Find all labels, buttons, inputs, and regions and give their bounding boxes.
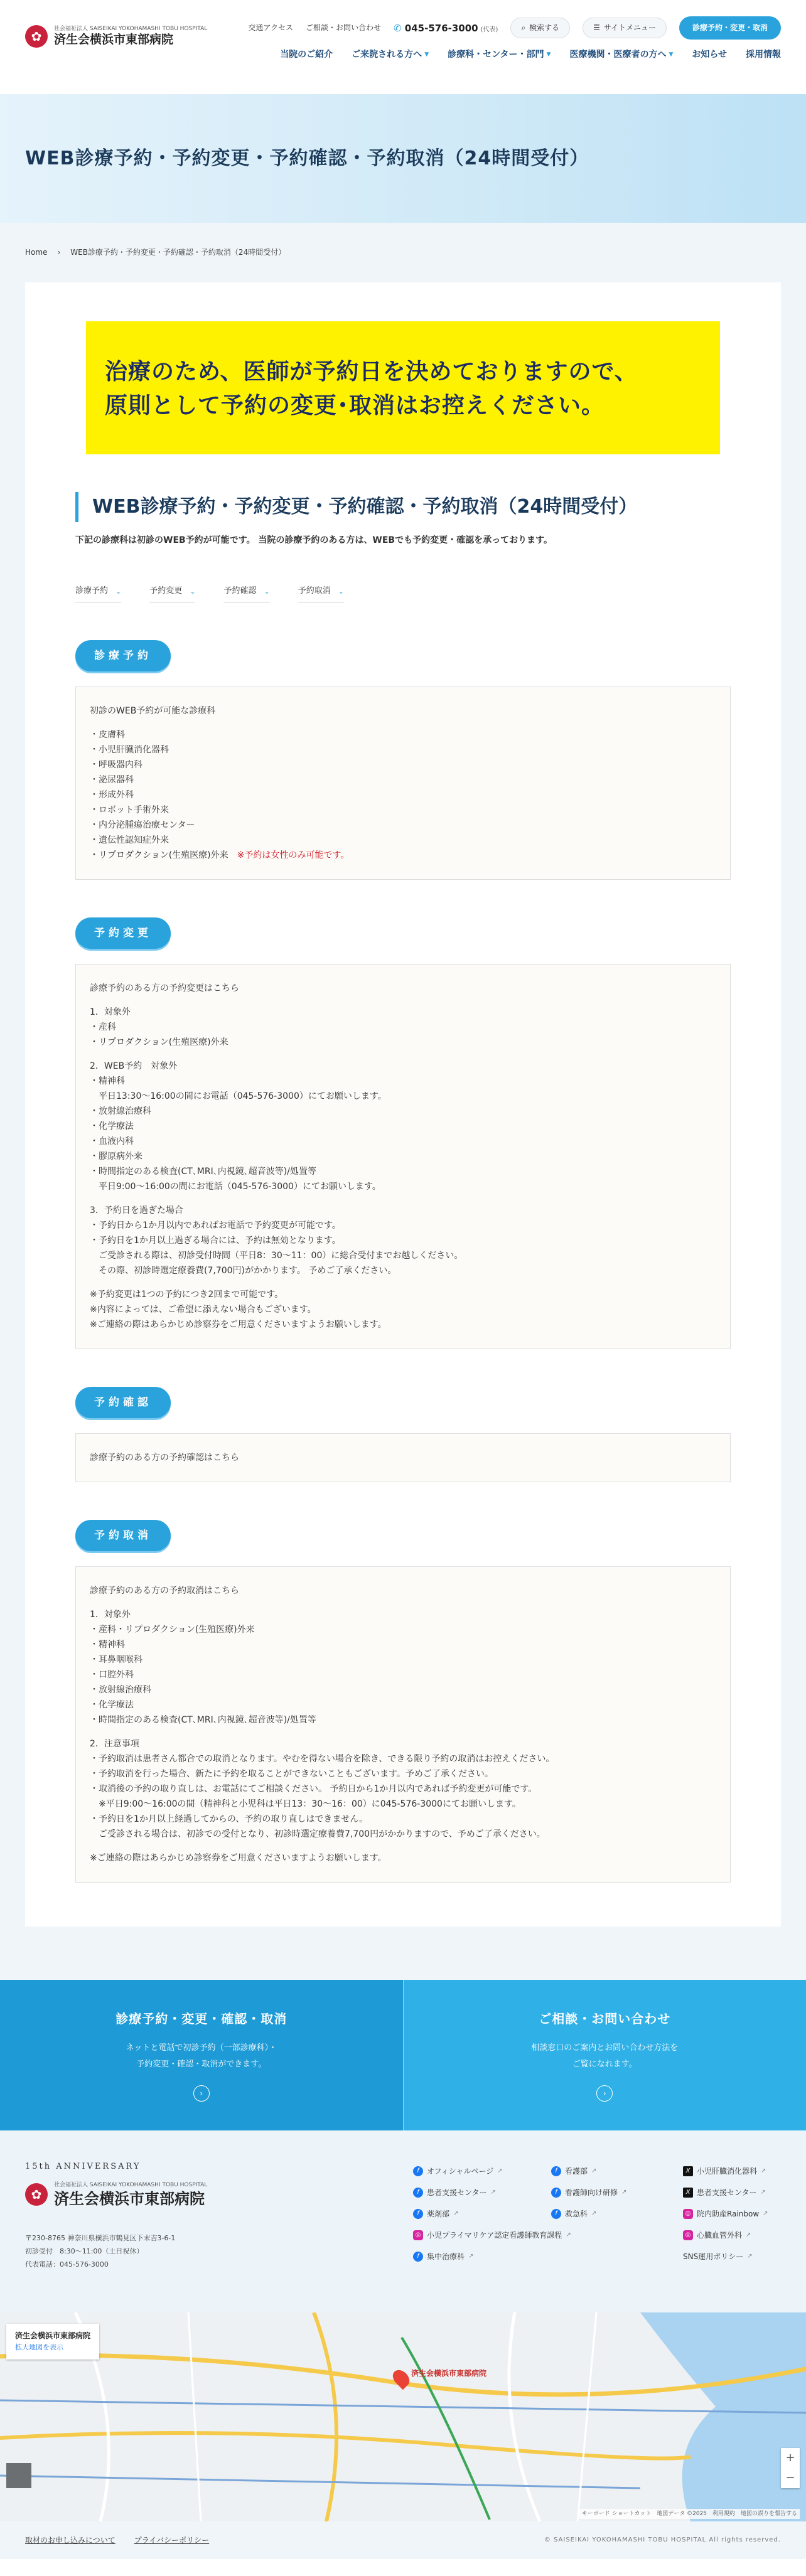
facebook-icon: f [413,2252,423,2262]
map-place-name: 済生会横浜市東部病院 [15,2331,91,2341]
larger-map-link[interactable]: 拡大地図を表示 [15,2343,63,2352]
phone-number[interactable]: ✆ 045-576-3000 (代表) [393,22,498,34]
map-pin-label: 済生会横浜市東部病院 [411,2369,487,2378]
external-link-icon: ↗ [468,2253,474,2260]
note: ※ご連絡の際はあらかじめ診察券をご用意くださいますようお願いします。 [90,1853,387,1864]
nav-item-departments[interactable]: 診療科・センター・部門 ▼ [448,50,551,60]
breadcrumb [0,223,806,282]
x-icon: X [683,2188,693,2198]
nav-item-professionals[interactable]: 医療機関・医療者の方へ ▼ [569,50,674,60]
content-card [25,282,781,1927]
zoom-controls [781,2448,800,2488]
list-item: ・予約日を1か月以上経過してからの、予約の取り直しはできません。 [90,1814,368,1825]
group-title: 1．対象外 [90,1007,131,1018]
external-link-icon: ↗ [621,2189,627,2196]
group-title: 2．注意事項 [90,1739,139,1750]
facebook-icon: f [551,2188,561,2198]
external-link-icon: ↗ [746,2231,751,2239]
list-item: ・リプロダクション(生殖医療)外来 [90,1037,228,1048]
list-item: ※平日9:00～16:00の間（精神科と小児科は平日13：30～16：00）に045-576-3000にてお願いします。 [99,1799,521,1810]
external-link-icon: ↗ [453,2210,459,2218]
copyright: © SAISEIKAI YOKOHAMASHI TOBU HOSPITAL All rights reserved. [544,2536,781,2544]
google-map[interactable] [0,2312,806,2521]
anchor-reserve[interactable]: 診療予約 ⌄ [75,585,121,602]
arrow-right-icon: › [596,2085,613,2102]
cta-section [0,1980,806,2130]
sns-link[interactable]: f 救急科 ↗ [551,2206,683,2222]
list-item: ・予約取消を行った場合、新たに予約を取ることができないこともございます。予めご了承ください。 [90,1769,493,1780]
confirm-heading: 診療予約のある方の予約確認はこちら [90,1453,239,1463]
chevron-down-icon: ⌄ [190,587,196,596]
cancel-box[interactable] [75,1566,731,1883]
list-item: ・取消後の予約の取り直しは、お電話にてご相談ください。 予約日から1か月以内であれば予約変更が可能です。 [90,1784,537,1795]
section-lead: 下記の診療科は初診のWEB予約が可能です。 当院の診療予約のある方は、WEBでも予約変更・確認を承っております。 [75,535,552,545]
list-item: ・血液内科 [90,1136,134,1147]
change-badge: 予約変更 [75,917,171,949]
external-link-icon: ↗ [490,2189,496,2196]
facebook-icon: f [551,2166,561,2176]
sns-link[interactable]: f 看護部 ↗ [551,2163,683,2179]
page-hero [0,94,806,223]
external-link-icon: ↗ [591,2210,597,2218]
notice-banner: 治療のため、医師が予約日を決めておりますので、 原則として予約の変更･取消はお控えください。 [86,321,720,454]
breadcrumb-home[interactable]: Home [25,247,48,257]
nav-item-about[interactable]: 当院のご紹介 [280,50,333,60]
sns-link[interactable]: f 集中治療科 ↗ [413,2248,683,2265]
external-link-icon: ↗ [763,2210,768,2218]
anchor-links [75,585,731,602]
chevron-down-icon: ▼ [669,51,674,58]
sns-link[interactable]: ◎ 小児プライマリケア認定看護師教育課程 ↗ [413,2227,683,2243]
chevron-down-icon: ▼ [424,51,429,58]
group-title: 2．WEB予約 対象外 [90,1061,178,1072]
reserve-box[interactable] [75,687,731,880]
list-item: ・皮膚科 [90,730,125,740]
list-item: ・予約日から1か月以内であればお電話で予約変更が可能です。 [90,1221,341,1231]
list-item: ・精神科 [90,1076,125,1087]
logo-subtitle: 社会福祉法人 SAISEIKAI YOKOHAMASHI TOBU HOSPITAL [54,26,208,33]
list-item: 平日13:30～16:00の間にお電話（045-576-3000）にてお願いします。 [99,1091,387,1102]
sns-policy-link[interactable]: SNS運用ポリシー ↗ [683,2252,753,2261]
nav-item-news[interactable]: お知らせ [692,50,727,60]
list-item: ・時間指定のある検査(CT､MRI､内視鏡､超音波等)/処置等 [90,1167,316,1177]
site-logo[interactable] [25,25,207,48]
note: ※内容によっては、ご希望に添えない場合もございます。 [90,1305,316,1315]
sns-link[interactable]: ◎ 院内助産Rainbow ↗ [683,2206,806,2222]
note: ※予約変更は1つの予約につき2回まで可能です。 [90,1290,284,1300]
sns-links [413,2163,806,2265]
privacy-policy-link[interactable]: プライバシーポリシー [134,2535,210,2545]
list-item: ・予約日を1か月以上過ぎる場合には、予約は無効となります。 [90,1236,341,1246]
cancel-badge: 予約取消 [75,1520,171,1551]
list-item: ・産科・リプロダクション(生殖医療)外来 [90,1625,255,1635]
cta-title: ご相談・お問い合わせ [539,2011,671,2027]
sns-link[interactable]: f 患者支援センター ↗ [413,2184,551,2201]
sns-link[interactable]: X 患者支援センター ↗ [683,2184,806,2201]
hospital-emblem-icon: ✿ [25,2183,48,2206]
nav-item-recruit[interactable]: 採用情報 [746,50,781,60]
anchor-cancel[interactable]: 予約取消 ⌄ [298,585,344,602]
instagram-icon: ◎ [413,2230,423,2240]
map-attribution: キーボード ショートカット 地図データ ©2025 利用規約 地図の誤りを報告する [579,2509,800,2519]
list-item: その際、初診時選定療養費(7,700円)がかかります。 予めご了承ください。 [99,1266,397,1276]
cancel-heading: 診療予約のある方の予約取消はこちら [90,1586,239,1596]
note: ※ご連絡の際はあらかじめ診察券をご用意くださいますようお願いします。 [90,1320,387,1330]
cta-title: 診療予約・変更・確認・取消 [116,2011,287,2027]
group-title: 3．予約日を過ぎた場合 [90,1205,183,1216]
list-item: ・遺伝性認知症外来 [90,835,169,846]
page-title: WEB診療予約・予約変更・予約確認・予約取消（24時間受付） [25,147,589,169]
chevron-down-icon: ⌄ [116,587,122,596]
list-item: ・化学療法 [90,1700,134,1711]
change-box[interactable] [75,964,731,1349]
site-menu-button[interactable]: ☰ サイトメニュー [583,18,667,38]
list-item: ・予約取消は患者さん都合での取消となります。やむを得ない場合を除き、できる限り予約の取消はお控えください。 [90,1754,555,1765]
anniversary-mark: 15th ANNIVERSARY [25,2162,141,2172]
external-link-icon: ↗ [591,2167,597,2175]
main-nav [280,48,781,61]
search-icon: ⌕ [521,23,526,32]
list-item: ・化学療法 [90,1121,134,1132]
menu-icon: ☰ [593,23,600,32]
group-title: 1．対象外 [90,1610,131,1620]
zoom-out-button[interactable]: − [785,2471,795,2484]
consult-link[interactable]: ご相談・お問い合わせ [305,23,381,32]
external-link-icon: ↗ [566,2231,571,2239]
footer-logo[interactable]: ✿ 社会福祉法人 SAISEIKAI YOKOHAMASHI TOBU HOSPITAL 済生会横浜市東部病院 [25,2181,207,2208]
list-item: ご受診される際は、初診受付時間（平日8：30～11：00）に総合受付までお越しください。 [99,1251,463,1261]
list-item: ・呼吸器内科 [90,760,142,771]
sns-link[interactable]: f 看護師向け研修 ↗ [551,2184,683,2201]
list-item: ・放射線治療科 [90,1106,151,1117]
list-item: ・内分泌腫瘍治療センター [90,820,195,831]
map-canvas [0,2312,806,2521]
facebook-icon: f [413,2188,423,2198]
list-item: ・産科 [90,1022,116,1033]
map-place-card [6,2324,99,2360]
sns-link[interactable]: X 小児肝臓消化器科 ↗ [683,2163,806,2179]
search-button[interactable]: ⌕ 検索する [510,18,570,38]
list-item: ・放射線治療科 [90,1685,151,1696]
external-link-icon: ↗ [760,2189,766,2196]
facebook-icon: f [413,2166,423,2176]
reserve-button[interactable]: 診療予約・変更・取消 [679,16,781,40]
external-link-icon: ↗ [747,2253,753,2260]
instagram-icon: ◎ [683,2209,693,2219]
site-footer [0,2130,806,2312]
facebook-icon: f [551,2209,561,2219]
press-link[interactable]: 取材のお申し込みについて [25,2535,116,2545]
sns-link[interactable]: f 薬剤部 ↗ [413,2206,551,2222]
list-item: ・口腔外科 [90,1670,134,1681]
access-link[interactable]: 交通アクセス [248,23,293,32]
chevron-right-icon: › [57,247,61,257]
x-icon: X [683,2166,693,2176]
anchor-confirm[interactable]: 予約確認 ⌄ [223,585,269,602]
list-item: ・精神科 [90,1640,125,1650]
logo-name: 済生会横浜市東部病院 [54,33,174,46]
chevron-down-icon: ⌄ [338,587,344,596]
reserve-badge: 診療予約 [75,640,171,671]
change-heading: 診療予約のある方の予約変更はこちら [90,983,239,994]
list-item: 平日9:00～16:00の間にお電話（045-576-3000）にてお願いします。 [99,1182,381,1192]
sns-link[interactable]: f オフィシャルページ ↗ [413,2163,551,2179]
list-item: ・ロボット手術外来 [90,805,169,816]
cta-reservation[interactable]: 診療予約・変更・確認・取消 ネットと電話で初診予約（一部診療科）・ 予約変更・確認・取消ができます。 › [0,1980,403,2130]
chevron-down-icon: ▼ [546,51,551,58]
footer-address: 〒230-8765 神奈川県横浜市鶴見区下末吉3-6-1 初診受付 8:30～11:00（土日祝休） 代表電話：045-576-3000 [25,2234,176,2269]
site-header [0,0,806,94]
external-link-icon: ↗ [497,2167,503,2175]
list-item: ご受診される場合は、初診での受付となり、初診時選定療養費7,700円がかかりますので、予めご了承ください。 [99,1829,545,1840]
section-title: WEB診療予約・予約変更・予約確認・予約取消（24時間受付） [75,492,731,522]
list-item: ・リプロダクション(生殖医療)外来 ※予約は女性のみ可能です。 [90,850,350,861]
hospital-emblem-icon: ✿ [25,25,48,48]
reserve-heading: 初診のWEB予約が可能な診療科 [90,706,216,717]
main-area [0,282,806,1980]
zoom-in-button[interactable]: + [785,2450,795,2464]
facebook-icon: f [413,2209,423,2219]
list-item: ・泌尿器科 [90,775,134,786]
list-item: ・時間指定のある検査(CT､MRI､内視鏡､超音波等)/処置等 [90,1715,316,1726]
cta-contact[interactable]: ご相談・お問い合わせ 相談窓口のご案内とお問い合わせ方法を ご覧になれます。 › [403,1980,806,2130]
instagram-icon: ◎ [683,2230,693,2240]
anchor-change[interactable]: 予約変更 ⌄ [149,585,195,602]
chevron-down-icon: ⌄ [264,587,270,596]
reserve-note: ※予約は女性のみ可能です。 [237,850,350,861]
confirm-badge: 予約確認 [75,1387,171,1418]
utility-nav [248,16,781,40]
list-item: ・耳鼻咽喉科 [90,1655,142,1665]
external-link-icon: ↗ [761,2167,766,2175]
breadcrumb-current: WEB診療予約・予約変更・予約確認・予約取消（24時間受付） [70,247,286,257]
list-item: ・膠原病外来 [90,1152,142,1162]
nav-item-visitors[interactable]: ご来院される方へ ▼ [352,50,429,60]
bottom-bar [0,2521,806,2559]
confirm-box[interactable] [75,1433,731,1482]
list-item: ・形成外科 [90,790,134,801]
sns-link[interactable]: ◎ 心臓血管外科 ↗ [683,2227,806,2243]
phone-icon: ✆ [393,22,402,34]
arrow-right-icon: › [193,2085,210,2102]
list-item: ・小児肝臓消化器科 [90,745,169,756]
